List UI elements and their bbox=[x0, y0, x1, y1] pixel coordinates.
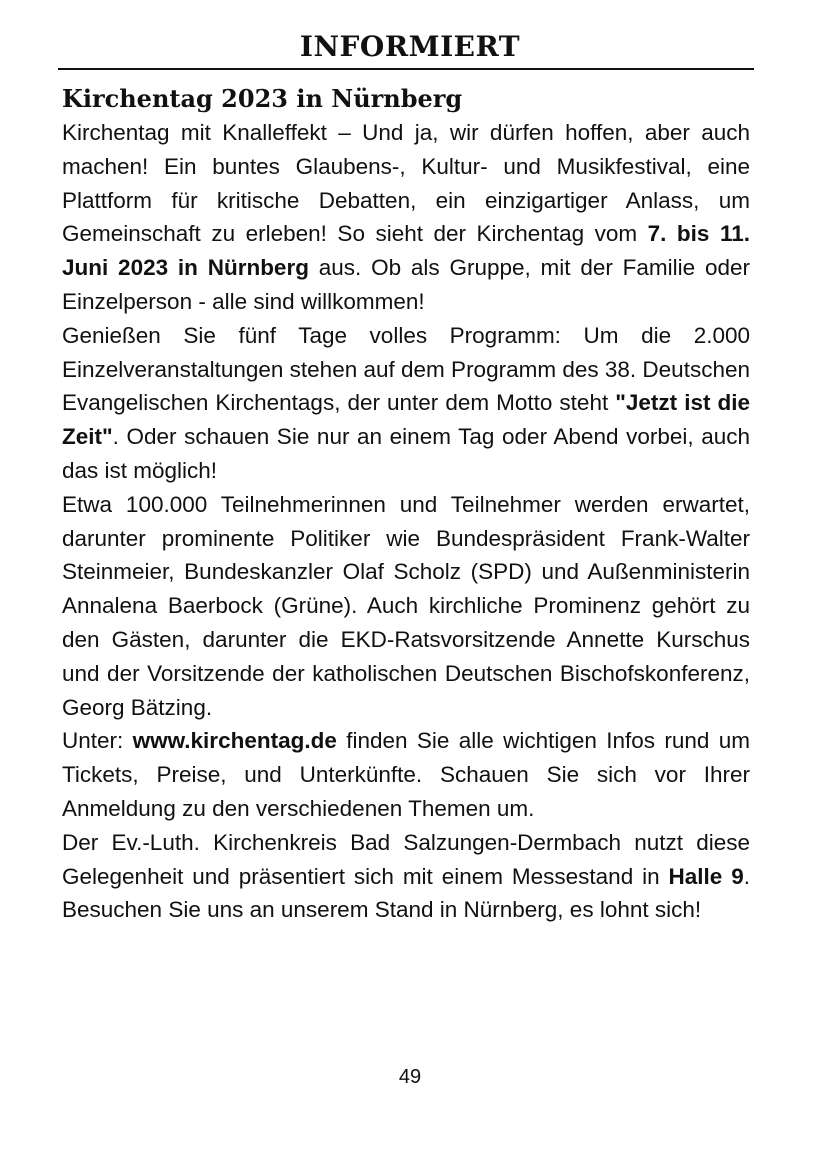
paragraph-booth-text-a: Der Ev.-Luth. Kirchenkreis Bad Salzungen-Dermbach nutzt diese Gelegenheit und präsentiert sich mit einem Messestand in bbox=[62, 829, 750, 889]
paragraph-website-text-a: Unter: bbox=[62, 728, 133, 754]
article-heading: Kirchentag 2023 in Nürnberg bbox=[62, 84, 463, 113]
paragraph-intro-text-b: aus. Ob als Gruppe, mit der Familie oder Einzelperson - alle sind willkommen! bbox=[62, 255, 750, 314]
paragraph-program-text-a: Genießen Sie fünf Tage volles Programm: Um die 2.000 Einzelveranstaltungen stehen auf dem Programm des 38. Deutschen Evangelischen Kirchentags, der unter dem Motto steht bbox=[62, 322, 750, 416]
paragraph-booth bbox=[62, 826, 750, 927]
paragraph-website-text-b: finden Sie alle wichtigen Infos rund um Tickets, Preise, und Unterkünfte. Schauen Sie sich vor Ihrer Anmeldung zu den verschiedenen Themen um. bbox=[62, 728, 750, 821]
paragraph-website bbox=[62, 724, 750, 825]
event-dates: 7. bis 11. Juni 2023 in Nürnberg bbox=[62, 221, 750, 281]
hall-number: Halle 9 bbox=[668, 863, 744, 889]
paragraph-intro bbox=[62, 116, 750, 319]
paragraph-program-text-b: . Oder schauen Sie nur an einem Tag oder Abend vorbei, auch das ist möglich! bbox=[62, 424, 750, 483]
motto: "Jetzt ist die Zeit" bbox=[62, 390, 750, 450]
paragraph-intro-text-a: Kirchentag mit Knalleffekt – Und ja, wir dürfen hoffen, aber auch machen! Ein buntes Glaubens-, Kultur- und Musikfestival, eine Plattform für kritische Debatten, ein einzigartiger Anlass, um Gemeinschaft zu erleben! So sieht der Kirchentag vom bbox=[62, 120, 750, 247]
paragraph-program bbox=[62, 319, 750, 488]
article bbox=[62, 82, 750, 927]
website-link: www.kirchentag.de bbox=[132, 728, 337, 754]
section-header: INFORMIERT bbox=[299, 30, 521, 63]
header-rule bbox=[58, 68, 754, 70]
paragraph-booth-text-b: . Besuchen Sie uns an unserem Stand in Nürnberg, es lohnt sich! bbox=[62, 863, 750, 923]
paragraph-guests: Etwa 100.000 Teilnehmerinnen und Teilnehmer werden erwartet, darunter prominente Politiker wie Bundespräsident Frank-Walter Steinmeier, Bundeskanzler Olaf Scholz (SPD) und Außenministerin Annalena Baerbock (Grüne). Auch kirchliche Prominenz gehört zu den Gästen, darunter die EKD-Ratsvorsitzende Annette Kurschus und der Vorsitzende der katholischen Deutschen Bischofskonferenz, Georg Bätzing. bbox=[62, 491, 750, 720]
page-number: 49 bbox=[398, 1066, 422, 1088]
